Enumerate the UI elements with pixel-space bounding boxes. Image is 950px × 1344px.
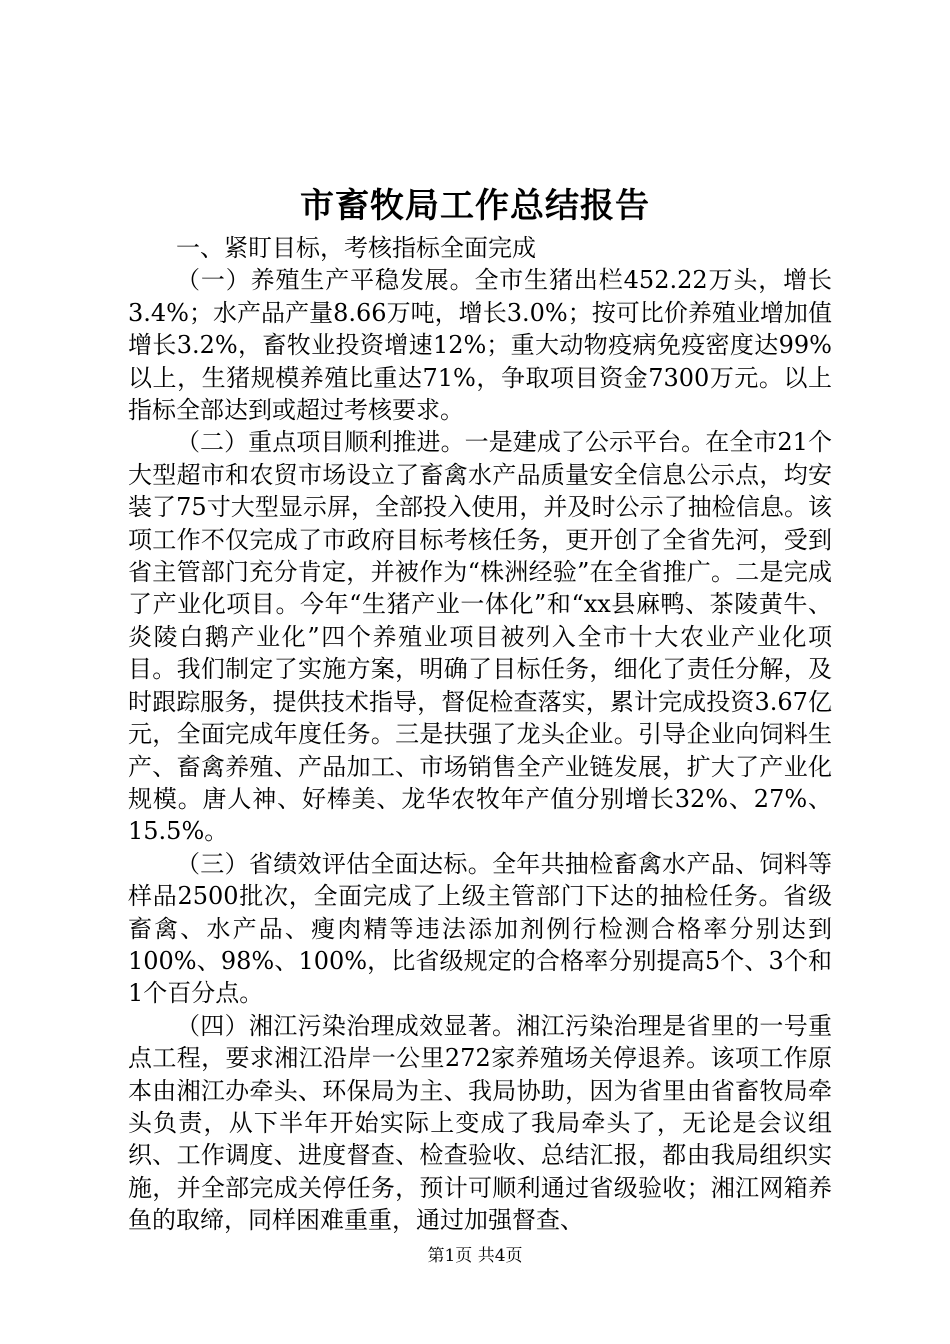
paragraph-4: （四）湘江污染治理成效显著。湘江污染治理是省里的一号重点工程，要求湘江沿岸一公里272家养殖场关停退养。该项工作原本由湘江办牵头、环保局为主、我局协助，因为省里由省畜牧局牵头负责，从下半年开始实际上变成了我局牵头了，无论是会议组织、工作调度、进度督查、检查验收、总结汇报，都由我局组织实施，并全部完成关停任务，预计可顺利通过省级验收；湘江网箱养鱼的取缔，同样困难重重，通过加强督查、 — [128, 1011, 832, 1235]
section-heading: 一、紧盯目标，考核指标全面完成 — [176, 234, 536, 262]
paragraph-2: （二）重点项目顺利推进。一是建成了公示平台。在全市21个大型超市和农贸市场设立了畜禽水产品质量安全信息公示点，均安装了75寸大型显示屏，全部投入使用，并及时公示了抽检信息。该项工作不仅完成了市政府目标考核任务，更开创了全省先河，受到省主管部门充分肯定，并被作为“株洲经验”在全省推广。二是完成了产业化项目。今年“生猪产业一体化”和“xx县麻鸭、茶陵黄牛、炎陵白鹅产业化”四个养殖业项目被列入全市十大农业产业化项目。我们制定了实施方案，明确了目标任务，细化了责任分解，及时跟踪服务，提供技术指导，督促检查落实，累计完成投资3.67亿元，全面完成年度任务。三是扶强了龙头企业。引导企业向饲料生产、畜禽养殖、产品加工、市场销售全产业链发展，扩大了产业化规模。唐人神、好棒美、龙华农牧年产值分别增长32%、27%、15.5%。 — [128, 428, 832, 846]
document-title: 市畜牧局工作总结报告 — [300, 186, 650, 226]
document-body — [128, 232, 832, 1237]
page-number-footer: 第1页 共4页 — [427, 1246, 523, 1266]
paragraph-3: （三）省绩效评估全面达标。全年共抽检畜禽水产品、饲料等样品2500批次，全面完成了上级主管部门下达的抽检任务。省级畜禽、水产品、瘦肉精等违法添加剂例行检测合格率分别达到100%、98%、100%，比省级规定的合格率分别提高5个、3个和1个百分点。 — [128, 849, 832, 1008]
paragraph-1: （一）养殖生产平稳发展。全市生猪出栏452.22万头，增长3.4%；水产品产量8.66万吨，增长3.0%；按可比价养殖业增加值增长3.2%，畜牧业投资增速12%；重大动物疫病免疫密度达99%以上，生猪规模养殖比重达71%，争取项目资金7300万元。以上指标全部达到或超过考核要求。 — [128, 266, 832, 425]
